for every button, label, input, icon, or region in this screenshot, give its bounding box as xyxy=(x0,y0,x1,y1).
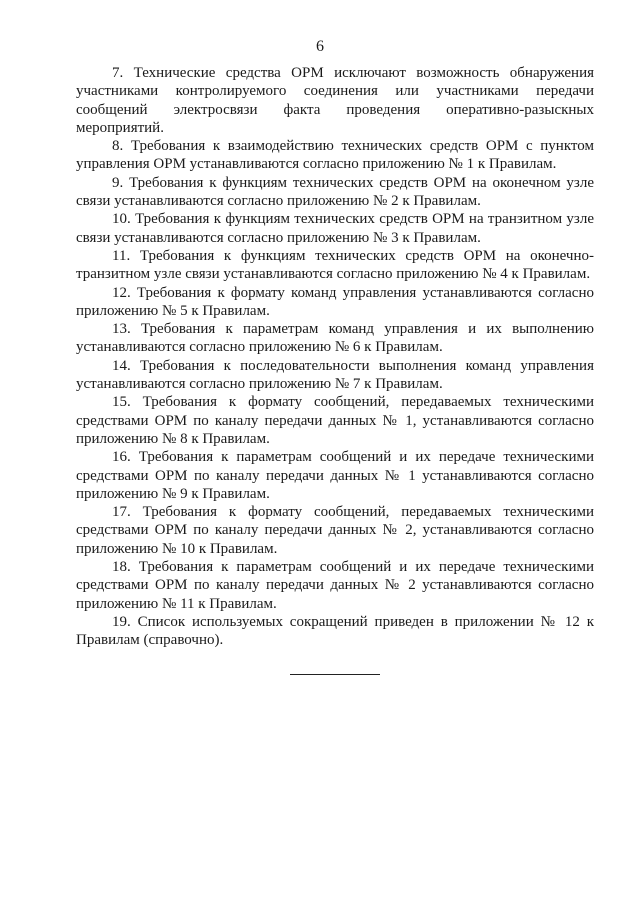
page-number: 6 xyxy=(316,38,324,55)
paragraph-18: 18. Требования к параметрам сообщений и их передаче техническими средствами ОРМ по каналу передачи данных № 2 устанавливаются согласно приложению № 11 к Правилам. xyxy=(76,559,594,612)
paragraph-13: 13. Требования к параметрам команд управления и их выполнению устанавливаются согласно приложению № 6 к Правилам. xyxy=(76,321,594,356)
paragraph-7: 7. Технические средства ОРМ исключают возможность обнаружения участниками контролируемого соединения или участниками передачи сообщений электросвязи факта проведения оперативно-разыскных мероприятий. xyxy=(76,65,594,136)
paragraph-15: 15. Требования к формату сообщений, передаваемых техническими средствами ОРМ по каналу передачи данных № 1, устанавливаются согласно приложению № 8 к Правилам. xyxy=(76,394,594,447)
paragraph-11: 11. Требования к функциям технических средств ОРМ на оконечно-транзитном узле связи устанавливаются согласно приложению № 4 к Правилам. xyxy=(76,247,594,283)
document-body xyxy=(76,64,594,650)
paragraph-14: 14. Требования к последовательности выполнения команд управления устанавливаются согласно приложению № 7 к Правилам. xyxy=(76,357,594,393)
paragraph-8: 8. Требования к взаимодействию технических средств ОРМ с пунктом управления ОРМ устанавливаются согласно приложению № 1 к Правилам. xyxy=(76,138,594,173)
paragraph-9: 9. Требования к функциям технических средств ОРМ на оконечном узле связи устанавливаются согласно приложению № 2 к Правилам. xyxy=(76,174,594,210)
paragraph-17: 17. Требования к формату сообщений, передаваемых техническими средствами ОРМ по каналу передачи данных № 2, устанавливаются согласно приложению № 10 к Правилам. xyxy=(76,504,594,557)
paragraph-19: 19. Список используемых сокращений приведен в приложении № 12 к Правилам (справочно). xyxy=(76,613,594,649)
end-divider xyxy=(290,674,380,675)
paragraph-10: 10. Требования к функциям технических средств ОРМ на транзитном узле связи устанавливаются согласно приложению № 3 к Правилам. xyxy=(76,211,594,246)
paragraph-16: 16. Требования к параметрам сообщений и их передаче техническими средствами ОРМ по каналу передачи данных № 1 устанавливаются согласно приложению № 9 к Правилам. xyxy=(76,449,594,502)
paragraph-12: 12. Требования к формату команд управления устанавливаются согласно приложению № 5 к Правилам. xyxy=(76,284,594,319)
